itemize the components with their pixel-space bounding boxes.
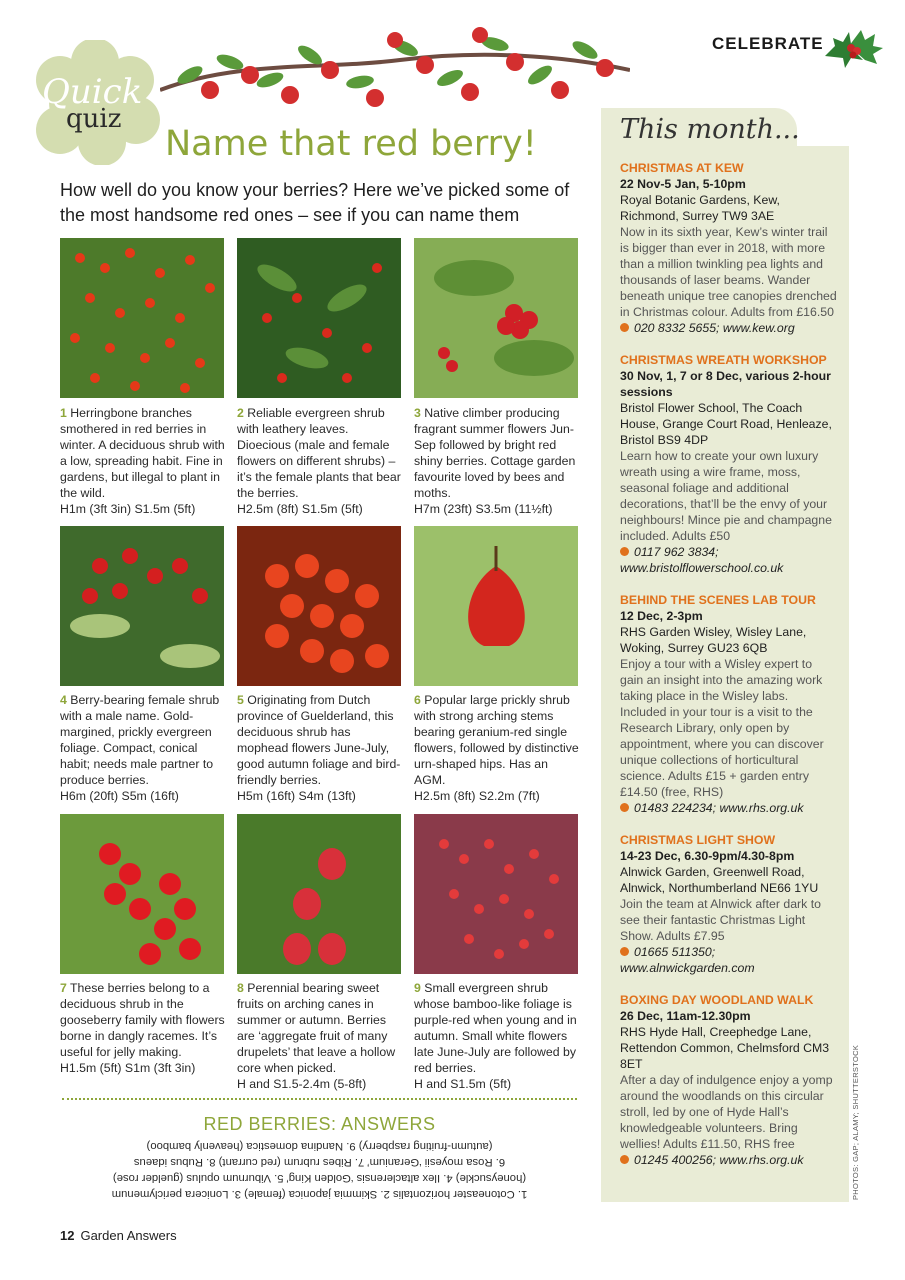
event-contact[interactable]: 01665 511350; www.alnwickgarden.com xyxy=(620,945,755,975)
event-contact[interactable]: 020 8332 5655; www.kew.org xyxy=(620,320,838,336)
badge-quick: Quick xyxy=(42,72,143,112)
answers-heading: RED BERRIES: ANSWERS xyxy=(203,1114,436,1134)
berry-branch-illustration xyxy=(160,20,630,120)
bullet-icon xyxy=(620,947,629,956)
berry-photo-8 xyxy=(237,814,401,974)
berry-photo-4 xyxy=(60,526,224,686)
quiz-caption-9: 9 Small evergreen shrub whose bamboo-like foliage is purple-red when young and in autumn. Small white flowers late June-July are followed by red berries. H and S1.5m (5ft) xyxy=(414,981,577,1091)
event-item: BOXING DAY WOODLAND WALK 26 Dec, 11am-12.30pm RHS Hyde Hall, Creephedge Lane, Rettendon Common, Chelmsford CM3 8ET After a day of indulgence enjoy a yomp around the woodlands on this circular stroll, led by one of Hyde Hall’s knowledgeable volunteers. Bring wellies! Adults £11.50, RHS free 01245 400256; www.rhs.org.uk xyxy=(620,992,838,1168)
page-footer xyxy=(60,1228,177,1243)
berry-photo-9 xyxy=(414,814,578,974)
quiz-caption-6: 6 Popular large prickly shrub with strong arching stems bearing geranium-red single flowers, followed by distinctive urn-shaped hips. Has an AGM. H2.5m (8ft) S2.2m (7ft) xyxy=(414,693,579,803)
quiz-caption-2: 2 Reliable evergreen shrub with leathery leaves. Dioecious (male and female flowers on different shrubs) – it’s the female plants that bear the berries. H2.5m (8ft) S1.5m (5ft) xyxy=(237,406,401,516)
event-item: CHRISTMAS LIGHT SHOW 14-23 Dec, 6.30-9pm/4.30-8pm Alnwick Garden, Greenwell Road, Alnwick, Northumberland NE66 1YU Join the team at Alnwick after dark to see their fantastic Christmas Light Show. Adults £7.95 01665 511350; www.alnwickgarden.com xyxy=(620,832,838,976)
quiz-caption-7: 7 These berries belong to a deciduous shrub in the gooseberry family with flowers borne in dangly racemes. It’s useful for jelly making. H1.5m (5ft) S1m (3ft 3in) xyxy=(60,981,225,1075)
berry-photo-6 xyxy=(414,526,578,686)
event-contact[interactable]: 01483 224234; www.rhs.org.uk xyxy=(620,800,838,816)
event-item: BEHIND THE SCENES LAB TOUR 12 Dec, 2-3pm RHS Garden Wisley, Wisley Lane, Woking, Surrey GU23 6QB Enjoy a tour with a Wisley expert to gain an insight into the amazing work taking place in the Wisley labs. Included in your tour is a visit to the Research Library, only open by appointment, where you can discover unique collections of horticultural science. Adults £15 + garden entry £14.50 (free, RHS) 01483 224234; www.rhs.org.uk xyxy=(620,592,838,816)
sidebar-heading: This month... xyxy=(620,114,800,145)
berry-photo-3 xyxy=(414,238,578,398)
event-contact[interactable]: 01245 400256; www.rhs.org.uk xyxy=(620,1152,838,1168)
quiz-caption-4: 4 Berry-bearing female shrub with a male name. Gold-margined, prickly evergreen foliage. Compact, conical habit; needs male partner to produce berries. H6m (20ft) S5m (16ft) xyxy=(60,693,220,803)
bullet-icon xyxy=(620,323,629,332)
event-item: CHRISTMAS WREATH WORKSHOP 30 Nov, 1, 7 or 8 Dec, various 2-hour sessions Bristol Flower School, The Coach House, Grange Court Road, Henleaze, Bristol BS9 4DP Learn how to create your own luxury wreath using a wire frame, moss, seasonal foliage and additional decorations, that’ll be the envy of your neighbours! Mince pie and champagne included. Adults £50 0117 962 3834; www.bristolflowerschool.co.uk xyxy=(620,352,838,576)
berry-photo-2 xyxy=(237,238,401,398)
holly-icon xyxy=(815,16,885,76)
bullet-icon xyxy=(620,547,629,556)
berry-photo-1 xyxy=(60,238,224,398)
berry-photo-7 xyxy=(60,814,224,974)
magazine-name: Garden Answers xyxy=(80,1228,177,1243)
quiz-caption-8: 8 Perennial bearing sweet fruits on arching canes in summer or autumn. Berries are ‘aggregate fruit of many drupelets’ that leave a hollow core when picked. H and S1.5-2.4m (5-8ft) xyxy=(237,981,396,1091)
event-item: CHRISTMAS AT KEW 22 Nov-5 Jan, 5-10pm Royal Botanic Gardens, Kew, Richmond, Surrey TW9 3AE Now in its sixth year, Kew’s winter trail is bigger than ever in 2018, with more than a million twinkling pea lights and thousands of laser beams. Wander beneath unique tree canopies drenched in Christmas colour. Adults from £16.50 020 8332 5655; www.kew.org xyxy=(620,161,837,335)
quiz-caption-3: 3 Native climber producing fragrant summer flowers Jun-Sep followed by bright red shiny berries. Cottage garden favourite loved by bees and moths. H7m (23ft) S3.5m (11½ft) xyxy=(414,406,576,516)
event-contact[interactable]: 0117 962 3834; www.bristolflowerschool.co.uk xyxy=(620,545,784,575)
events-list xyxy=(620,160,838,1184)
page-number: 12 xyxy=(60,1228,75,1243)
section-label: CELEBRATE xyxy=(712,34,824,53)
berry-photo-5 xyxy=(237,526,401,686)
photo-credit: PHOTOS: GAP; ALAMY; SHUTTERSTOCK xyxy=(851,1044,860,1200)
answers-divider xyxy=(62,1098,577,1100)
quiz-caption-5: 5 Originating from Dutch province of Guelderland, this deciduous shrub has mophead flowers June-July, good autumn foliage and bird-friendly berries. H5m (16ft) S4m (13ft) xyxy=(237,693,401,803)
page-title: Name that red berry! xyxy=(165,124,537,164)
intro-text: How well do you know your berries? Here we’ve picked some of the most handsome red ones – see if you can name them xyxy=(60,180,570,225)
bullet-icon xyxy=(620,1155,629,1164)
badge-quiz: quiz xyxy=(66,104,122,134)
bullet-icon xyxy=(620,803,629,812)
quiz-caption-1: 1 Herringbone branches smothered in red berries in winter. A deciduous shrub with a low, spreading habit. Fine in gardens, but illegal to plant in the wild. H1m (3ft 3in) S1.5m (5ft) xyxy=(60,406,225,516)
answers-upside-down: 1. Cotoneaster horizontalis 2. Skimmia japonica (female) 3. Lonicera periclymenum (honeysuckle) 4. Ilex altaclerensis ‘Golden King’ 5. Viburnum opulus (guelder rose) 6. Rosa moyesii ‘Geranium’ 7. Ribes rubrum (red currant) 8. Rubus idaeus (autumn-fruiting raspberry) 9. Nandina domestica (heavenly bamboo) xyxy=(111,1140,528,1200)
